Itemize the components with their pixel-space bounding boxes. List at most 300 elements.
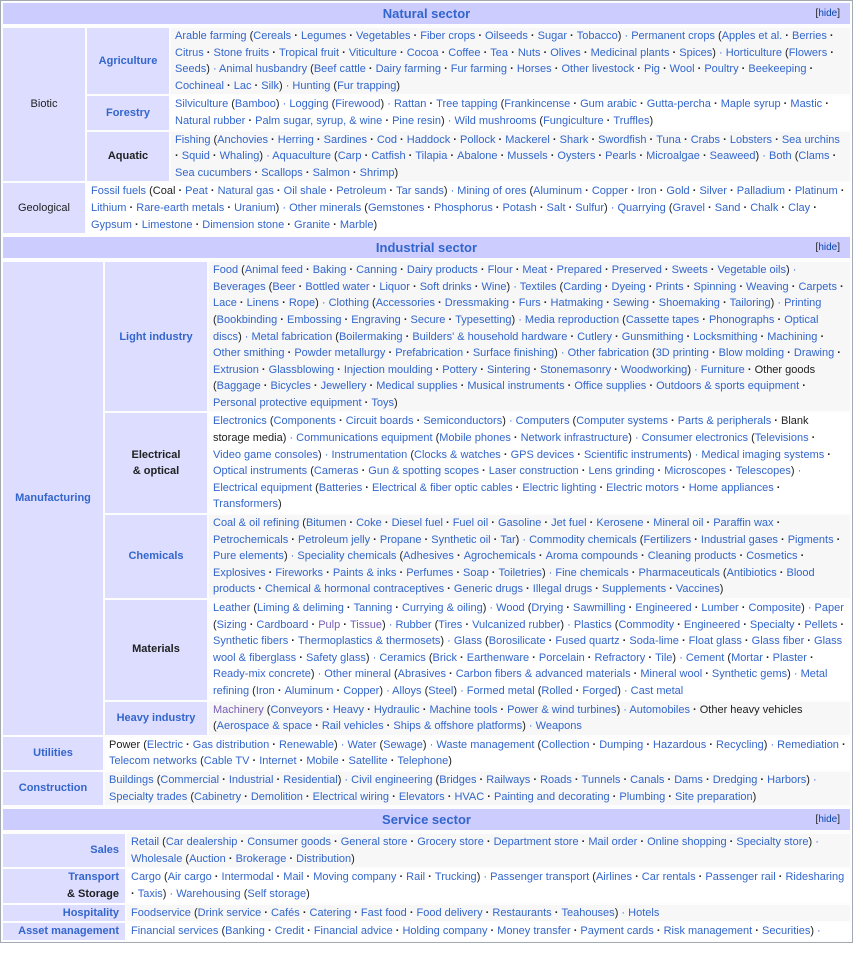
list-item-link[interactable]: HVAC <box>454 790 485 803</box>
list-item-link[interactable]: Mastic <box>790 98 823 111</box>
list-item-link[interactable]: Optical discs <box>213 313 819 343</box>
list-item-link[interactable]: Moving company <box>313 871 397 884</box>
list-item-link[interactable]: Pigments <box>787 533 834 546</box>
list-item-link[interactable]: Fused quartz <box>555 635 620 648</box>
list-item-link[interactable]: Plaster <box>772 651 807 664</box>
list-item-link[interactable]: Limestone <box>141 218 193 231</box>
list-item-link[interactable]: Computer systems <box>576 415 668 428</box>
list-item-link[interactable]: Dairy products <box>406 264 478 277</box>
list-item-link[interactable]: Gunsmithing <box>621 330 684 343</box>
list-item-link[interactable]: · Water <box>340 738 377 751</box>
list-item-link[interactable]: Squid <box>181 150 210 163</box>
list-item-link[interactable]: Brick <box>432 651 457 664</box>
list-item-link[interactable]: Laser construction <box>488 465 579 478</box>
list-item-link[interactable]: · Commodity chemicals <box>522 533 637 546</box>
list-item-link[interactable]: Embossing <box>287 313 342 326</box>
list-item-link[interactable]: · Logging <box>282 98 329 111</box>
list-item-link[interactable]: Diesel fuel <box>391 517 443 530</box>
list-item-link[interactable]: · Speciality chemicals <box>290 550 397 563</box>
list-item-link[interactable]: General store <box>340 836 408 849</box>
list-item-link[interactable]: Glassblowing <box>268 363 335 376</box>
list-item-link[interactable]: Oilseeds <box>485 30 528 42</box>
list-item-link[interactable]: · Civil engineering <box>344 773 433 786</box>
list-item-link[interactable]: Hazardous <box>653 738 707 751</box>
list-item-link[interactable]: Electric motors <box>606 481 679 494</box>
list-item-link[interactable]: Carding <box>563 280 602 293</box>
list-item-link[interactable]: Tar sands <box>396 185 444 198</box>
list-item-link[interactable]: · Aquaculture <box>266 150 331 163</box>
list-item-link[interactable]: Cutlery <box>577 330 612 343</box>
list-item-link[interactable]: Cargo <box>131 871 161 884</box>
list-item-link[interactable]: Fireworks <box>275 566 324 579</box>
list-item-link[interactable]: Coal <box>152 185 176 198</box>
list-item-link[interactable]: Granite <box>294 218 331 231</box>
list-item-link[interactable]: Machine tools <box>429 703 498 716</box>
list-item-link[interactable]: Electrical & fiber optic cables <box>372 481 513 494</box>
list-item-link[interactable]: Builders' & household hardware <box>412 330 568 343</box>
list-item-link[interactable]: Vegetables <box>356 30 411 42</box>
list-item-link[interactable]: Surface finishing <box>472 347 555 360</box>
list-item-link[interactable]: Rolled <box>541 684 573 697</box>
list-item-link[interactable]: Explosives <box>213 566 266 579</box>
list-item-link[interactable]: · Remediation <box>770 738 839 751</box>
list-item-link[interactable]: · Electrical equipment <box>213 465 802 494</box>
list-item-link[interactable]: Catering <box>309 906 352 919</box>
list-item-link[interactable]: Iron <box>637 185 657 198</box>
list-item-link[interactable]: · Both <box>762 150 792 163</box>
list-item-link[interactable]: · Rubber <box>388 618 432 631</box>
list-item-link[interactable]: · Other minerals <box>282 201 362 214</box>
list-item-link[interactable]: Supplements <box>601 583 667 596</box>
list-item-link[interactable]: Petroleum jelly <box>297 533 371 546</box>
list-item-link[interactable]: Soap <box>463 566 489 579</box>
list-item-link[interactable]: Leather <box>213 602 251 614</box>
list-item-link[interactable]: Wine <box>481 280 507 293</box>
list-item-link[interactable]: Other goods <box>754 363 816 376</box>
list-item-link[interactable]: Sand <box>714 201 741 214</box>
list-item-link[interactable]: Spices <box>679 46 713 59</box>
list-item-link[interactable]: Natural gas <box>217 185 274 198</box>
list-item-link[interactable]: · Medical imaging systems <box>694 448 825 461</box>
list-item-link[interactable]: Float glass <box>688 635 742 648</box>
list-item-link[interactable]: Tilapia <box>415 150 448 163</box>
list-item-link[interactable]: Sintering <box>486 363 531 376</box>
list-item-link[interactable]: Televisions <box>754 432 809 445</box>
list-item-link[interactable]: Fungiculture <box>543 114 604 127</box>
list-item-link[interactable]: Petroleum <box>336 185 387 198</box>
list-item-link[interactable]: Rail vehicles <box>321 720 384 733</box>
list-item-link[interactable]: Coal & oil refining <box>213 517 300 530</box>
list-item-link[interactable]: Stone fruits <box>213 46 270 59</box>
list-item-link[interactable]: Sewing <box>612 297 649 310</box>
list-item-link[interactable]: Internet <box>259 755 297 768</box>
list-item-link[interactable]: Heavy <box>332 703 365 716</box>
list-item-link[interactable]: Vulcanized rubber <box>472 618 561 631</box>
list-item-link[interactable]: Hatmaking <box>550 297 604 310</box>
list-item-link[interactable]: Cod <box>376 133 397 146</box>
list-item-link[interactable]: Fur farming <box>450 63 508 76</box>
list-item-link[interactable]: Intermodal <box>221 871 274 884</box>
list-item-link[interactable]: Department store <box>493 836 579 849</box>
list-item-link[interactable]: Cereals <box>253 30 292 42</box>
list-item-link[interactable]: Earthenware <box>466 651 530 664</box>
list-item-link[interactable]: Mineral wool <box>640 668 703 681</box>
list-item-link[interactable]: Dimension stone <box>202 218 285 231</box>
list-item-link[interactable]: Phonographs <box>708 313 775 326</box>
list-item-link[interactable]: Platinum <box>794 185 838 198</box>
list-item-link[interactable]: · Textiles <box>513 280 557 293</box>
list-item-link[interactable]: Securities <box>762 925 811 938</box>
list-item-link[interactable]: · Metal fabrication <box>244 330 333 343</box>
list-item-link[interactable]: Commodity <box>618 618 675 631</box>
list-item-link[interactable]: Meat <box>522 264 547 277</box>
list-item-link[interactable]: · Media reproduction <box>518 313 620 326</box>
list-item-link[interactable]: Tunnels <box>581 773 621 786</box>
list-item-link[interactable]: Fur trapping <box>337 79 397 92</box>
list-item-link[interactable]: Tanning <box>353 602 393 614</box>
list-item-link[interactable]: Restaurants <box>492 906 552 919</box>
list-item-link[interactable]: Food delivery <box>416 906 483 919</box>
list-item-link[interactable]: Propane <box>379 533 422 546</box>
list-item-link[interactable]: Musical instruments <box>467 380 565 393</box>
list-item-link[interactable]: Video game consoles <box>213 448 318 461</box>
list-item-link[interactable]: Synthetic oil <box>431 533 491 546</box>
list-item-link[interactable]: Home appliances <box>688 481 774 494</box>
list-item-link[interactable]: · Other mineral <box>317 668 391 681</box>
list-item-link[interactable]: Poultry <box>704 63 739 76</box>
list-item-link[interactable]: · Rattan <box>387 98 427 111</box>
list-item-link[interactable]: Typesetting <box>455 313 512 326</box>
list-item-link[interactable]: Clay <box>788 201 811 214</box>
list-item-link[interactable]: Satellite <box>348 755 388 768</box>
list-item-link[interactable]: Silk <box>261 79 279 92</box>
list-item-link[interactable]: Gutta-percha <box>646 98 711 111</box>
list-item-link[interactable]: Chalk <box>750 201 779 214</box>
list-item-link[interactable]: Engraving <box>351 313 401 326</box>
list-item-link[interactable]: Chemical & hormonal contraceptives <box>264 583 445 596</box>
list-item-link[interactable]: Personal protective equipment <box>213 396 362 409</box>
list-item-link[interactable]: Apples et al. <box>721 30 783 42</box>
list-item-link[interactable]: Soft drinks <box>419 280 472 293</box>
list-item-link[interactable]: Perfumes <box>406 566 454 579</box>
natural-sector-title[interactable]: Natural sector <box>382 6 471 21</box>
list-item-link[interactable]: Tropical fruit <box>278 46 340 59</box>
list-item-link[interactable]: Aerospace & space <box>216 720 313 733</box>
list-item-link[interactable]: Demolition <box>250 790 303 803</box>
list-item-link[interactable]: Mobile phones <box>439 432 511 445</box>
list-item-link[interactable]: Holding company <box>402 925 488 938</box>
list-item-link[interactable]: Money transfer <box>497 925 571 938</box>
list-item-link[interactable]: · Instrumentation <box>324 448 408 461</box>
list-item-link[interactable]: Cafés <box>271 906 300 919</box>
list-item-link[interactable]: Citrus <box>175 46 204 59</box>
list-item-link[interactable]: · Permanent crops <box>624 30 715 42</box>
list-item-link[interactable]: · Warehousing <box>169 887 241 900</box>
list-item-link[interactable]: Drying <box>531 602 564 614</box>
list-item-link[interactable]: Marble <box>339 218 374 231</box>
list-item-link[interactable]: Copper <box>343 684 380 697</box>
list-item-link[interactable]: Hydraulic <box>373 703 420 716</box>
group-transport[interactable]: Transport <box>68 871 119 884</box>
list-item-link[interactable]: Engineered <box>635 602 692 614</box>
list-item-link[interactable]: Auction <box>189 852 226 865</box>
list-item-link[interactable]: Toiletries <box>498 566 542 579</box>
list-item-link[interactable]: Car rentals <box>641 871 696 884</box>
list-item-link[interactable]: · Alloys <box>386 684 422 697</box>
list-item-link[interactable]: Passenger rail <box>705 871 776 884</box>
group-hospitality[interactable]: Hospitality <box>3 905 125 922</box>
list-item-link[interactable]: Components <box>273 415 336 428</box>
list-item-link[interactable]: · Formed metal <box>460 684 535 697</box>
list-item-link[interactable]: Painting and decorating <box>493 790 610 803</box>
list-item-link[interactable]: · Beverages <box>213 264 797 293</box>
list-item-link[interactable]: Lens grinding <box>588 465 655 478</box>
list-item-link[interactable]: Glass fiber <box>751 635 805 648</box>
list-item-link[interactable]: Injection moulding <box>343 363 433 376</box>
list-item-link[interactable]: Salmon <box>312 166 350 179</box>
list-item-link[interactable]: Bridges <box>439 773 477 786</box>
list-item-link[interactable]: Telescopes <box>735 465 791 478</box>
list-item-link[interactable]: Olives <box>550 46 581 59</box>
group-light-industry[interactable]: Light industry <box>105 262 207 411</box>
list-item-link[interactable]: Tobacco <box>576 30 618 42</box>
list-item-link[interactable]: Pollock <box>459 133 496 146</box>
list-item-link[interactable]: Woodworking <box>620 363 688 376</box>
list-item-link[interactable]: Liming & deliming <box>257 602 344 614</box>
list-item-link[interactable]: Palladium <box>736 185 786 198</box>
list-item-link[interactable]: Mineral oil <box>653 517 704 530</box>
list-item-link[interactable]: Adhesives <box>403 550 454 563</box>
list-item-link[interactable]: Shrimp <box>359 166 395 179</box>
list-item-link[interactable]: Liquor <box>379 280 410 293</box>
list-item-link[interactable]: Preserved <box>611 264 662 277</box>
list-item-link[interactable]: Mackerel <box>505 133 550 146</box>
list-item-link[interactable]: Canals <box>630 773 665 786</box>
list-item-link[interactable]: Airlines <box>595 871 633 884</box>
natural-hide-link[interactable]: hide <box>818 8 838 19</box>
list-item-link[interactable]: Carbon fibers & advanced materials <box>455 668 631 681</box>
list-item-link[interactable]: Fertilizers <box>643 533 692 546</box>
list-item-link[interactable]: · Passenger transport <box>483 871 590 884</box>
list-item-link[interactable]: Risk management <box>663 925 753 938</box>
list-item-link[interactable]: · Plastics <box>567 618 612 631</box>
list-item-link[interactable]: Synthetic fibers <box>213 635 289 648</box>
list-item-link[interactable]: Soda-lime <box>629 635 679 648</box>
list-item-link[interactable]: Drink service <box>197 906 262 919</box>
industrial-sector-title[interactable]: Industrial sector <box>375 240 478 256</box>
list-item-link[interactable]: Furs <box>518 297 541 310</box>
list-item-link[interactable]: Parts & peripherals <box>677 415 772 428</box>
list-item-link[interactable]: Fiber crops <box>420 30 476 42</box>
list-item-link[interactable]: Vaccines <box>675 583 720 596</box>
list-item-link[interactable]: Fuel oil <box>452 517 489 530</box>
list-item-link[interactable]: Tar <box>500 533 516 546</box>
list-item-link[interactable]: Gum arabic <box>580 98 637 111</box>
list-item-link[interactable]: Cochineal <box>175 79 224 92</box>
list-item-link[interactable]: Maple syrup <box>720 98 781 111</box>
list-item-link[interactable]: Pearls <box>605 150 637 163</box>
group-manufacturing[interactable]: Manufacturing <box>3 262 103 735</box>
list-item-link[interactable]: · Quarrying <box>610 201 666 214</box>
list-item-link[interactable]: Accessories <box>375 297 435 310</box>
list-item-link[interactable]: Machining <box>767 330 818 343</box>
list-item-link[interactable]: · Communications equipment <box>289 432 433 445</box>
list-item-link[interactable]: Credit <box>274 925 305 938</box>
list-item-link[interactable]: Toys <box>371 396 394 409</box>
list-item-link[interactable]: Haddock <box>406 133 451 146</box>
list-item-link[interactable]: Thermoplastics & thermosets <box>297 635 441 648</box>
list-item-link[interactable]: Locksmithing <box>693 330 758 343</box>
list-item-link[interactable]: Petrochemicals <box>213 533 289 546</box>
list-item-link[interactable]: Fossil fuels <box>91 185 147 198</box>
list-item-link[interactable]: Powder metallurgy <box>294 347 386 360</box>
list-item-link[interactable]: Clocks & watches <box>414 448 501 461</box>
list-item-link[interactable]: · Horticulture <box>719 46 782 59</box>
list-item-link[interactable]: Sawmilling <box>573 602 626 614</box>
list-item-link[interactable]: Borosilicate <box>488 635 546 648</box>
list-item-link[interactable]: Sea cucumbers <box>175 166 252 179</box>
list-item-link[interactable]: Aroma compounds <box>545 550 638 563</box>
list-item-link[interactable]: Dams <box>674 773 703 786</box>
list-item-link[interactable]: Aluminum <box>533 185 583 198</box>
list-item-link[interactable]: Circuit boards <box>345 415 414 428</box>
list-item-link[interactable]: Cocoa <box>406 46 439 59</box>
list-item-link[interactable]: Weaving <box>746 280 789 293</box>
list-item-link[interactable]: Sulfur <box>575 201 605 214</box>
list-item-link[interactable]: Electric lighting <box>522 481 597 494</box>
list-item-link[interactable]: · Consumer electronics <box>634 432 749 445</box>
list-item-link[interactable]: Vegetable oils <box>717 264 786 277</box>
list-item-link[interactable]: Machinery <box>213 703 264 716</box>
list-item-link[interactable]: Lac <box>233 79 252 92</box>
list-item-link[interactable]: Drawing <box>793 347 835 360</box>
list-item-link[interactable]: Retail <box>131 836 160 849</box>
list-item-link[interactable]: Paraffin wax <box>713 517 774 530</box>
list-item-link[interactable]: Seaweed <box>709 150 756 163</box>
list-item-link[interactable]: Mail <box>283 871 304 884</box>
list-item-link[interactable]: Beef cattle <box>313 63 366 76</box>
list-item-link[interactable]: Network infrastructure <box>520 432 629 445</box>
list-item-link[interactable]: Animal feed <box>244 264 303 277</box>
list-item-link[interactable]: Jet fuel <box>551 517 587 530</box>
list-item-link[interactable]: Jewellery <box>320 380 367 393</box>
list-item-link[interactable]: Pulp <box>318 618 341 631</box>
list-item-link[interactable]: Paints & inks <box>332 566 397 579</box>
list-item-link[interactable]: Roads <box>540 773 572 786</box>
list-item-link[interactable]: Rare-earth metals <box>136 201 225 214</box>
list-item-link[interactable]: · Glass <box>447 635 482 648</box>
list-item-link[interactable]: Dairy farming <box>375 63 442 76</box>
list-item-link[interactable]: Medicinal plants <box>590 46 670 59</box>
list-item-link[interactable]: Seeds <box>175 63 207 76</box>
list-item-link[interactable]: Clams <box>798 150 830 163</box>
list-item-link[interactable]: Whaling <box>219 150 260 163</box>
list-item-link[interactable]: Safety glass <box>305 651 366 664</box>
list-item-link[interactable]: Specialty store <box>736 836 809 849</box>
list-item-link[interactable]: Food <box>213 264 239 277</box>
list-item-link[interactable]: Microscopes <box>664 465 727 478</box>
list-item-link[interactable]: Canning <box>356 264 398 277</box>
list-item-link[interactable]: Extrusion <box>213 363 259 376</box>
list-item-link[interactable]: Mortar <box>731 651 763 664</box>
list-item-link[interactable]: Blank storage media <box>213 415 809 445</box>
list-item-link[interactable]: · Weapons <box>528 720 582 733</box>
industrial-hide-link[interactable]: hide <box>818 242 838 254</box>
list-item-link[interactable]: Silver <box>699 185 727 198</box>
list-item-link[interactable]: Blow molding <box>718 347 785 360</box>
list-item-link[interactable]: · Automobiles <box>623 703 690 716</box>
list-item-link[interactable]: Site preparation <box>675 790 753 803</box>
list-item-link[interactable]: Bicycles <box>270 380 311 393</box>
list-item-link[interactable]: Semiconductors <box>423 415 503 428</box>
list-item-link[interactable]: · <box>817 925 821 938</box>
list-item-link[interactable]: Brokerage <box>235 852 287 865</box>
list-item-link[interactable]: Berries <box>792 30 827 42</box>
list-item-link[interactable]: Optical instruments <box>213 465 308 478</box>
list-item-link[interactable]: Payment cards <box>580 925 654 938</box>
list-item-link[interactable]: Other livestock <box>561 63 635 76</box>
list-item-link[interactable]: Air cargo <box>167 871 212 884</box>
list-item-link[interactable]: · Computers <box>508 415 570 428</box>
list-item-link[interactable]: Abalone <box>457 150 498 163</box>
list-item-link[interactable]: Illegal drugs <box>532 583 593 596</box>
list-item-link[interactable]: Specialty <box>749 618 795 631</box>
list-item-link[interactable]: Spinning <box>693 280 737 293</box>
list-item-link[interactable]: GPS devices <box>510 448 575 461</box>
list-item-link[interactable]: Cable TV <box>203 755 250 768</box>
list-item-link[interactable]: Self storage <box>247 887 307 900</box>
list-item-link[interactable]: Lace <box>213 297 237 310</box>
list-item-link[interactable]: Bitumen <box>305 517 347 530</box>
list-item-link[interactable]: Uranium <box>234 201 276 214</box>
group-asset-management[interactable]: Asset management <box>3 923 125 940</box>
list-item-link[interactable]: Beekeeping <box>748 63 807 76</box>
list-item-link[interactable]: Tile <box>655 651 673 664</box>
list-item-link[interactable]: · Wholesale <box>131 836 819 865</box>
list-item-link[interactable]: Gemstones <box>367 201 425 214</box>
list-item-link[interactable]: Electronics <box>213 415 267 428</box>
list-item-link[interactable]: Legumes <box>300 30 347 42</box>
list-item-link[interactable]: · Other fabrication <box>560 347 649 360</box>
list-item-link[interactable]: Tailoring <box>729 297 771 310</box>
group-construction[interactable]: Construction <box>3 772 103 805</box>
list-item-link[interactable]: Linens <box>246 297 280 310</box>
list-item-link[interactable]: Collection <box>541 738 590 751</box>
list-item-link[interactable]: Catfish <box>371 150 406 163</box>
list-item-link[interactable]: Consumer goods <box>247 836 331 849</box>
list-item-link[interactable]: · Cement <box>679 651 725 664</box>
list-item-link[interactable]: Porcelain <box>538 651 585 664</box>
list-item-link[interactable]: Mail order <box>588 836 638 849</box>
list-item-link[interactable]: Other heavy vehicles <box>699 703 803 716</box>
list-item-link[interactable]: Baking <box>312 264 347 277</box>
list-item-link[interactable]: Car dealership <box>165 836 238 849</box>
list-item-link[interactable]: Trucking <box>434 871 477 884</box>
list-item-link[interactable]: Anchovies <box>217 133 268 146</box>
list-item-link[interactable]: Ridesharing <box>785 871 845 884</box>
list-item-link[interactable]: Prepared <box>556 264 602 277</box>
list-item-link[interactable]: Arable farming <box>175 30 247 42</box>
list-item-link[interactable]: Pharmaceuticals <box>638 566 720 579</box>
list-item-link[interactable]: Cardboard <box>256 618 309 631</box>
list-item-link[interactable]: · Waste management <box>429 738 535 751</box>
list-item-link[interactable]: · Furniture <box>694 363 745 376</box>
list-item-link[interactable]: Renewable <box>278 738 335 751</box>
list-item-link[interactable]: Dredging <box>712 773 758 786</box>
list-item-link[interactable]: Electric <box>146 738 183 751</box>
list-item-link[interactable]: Rail <box>406 871 426 884</box>
list-item-link[interactable]: Railways <box>486 773 531 786</box>
